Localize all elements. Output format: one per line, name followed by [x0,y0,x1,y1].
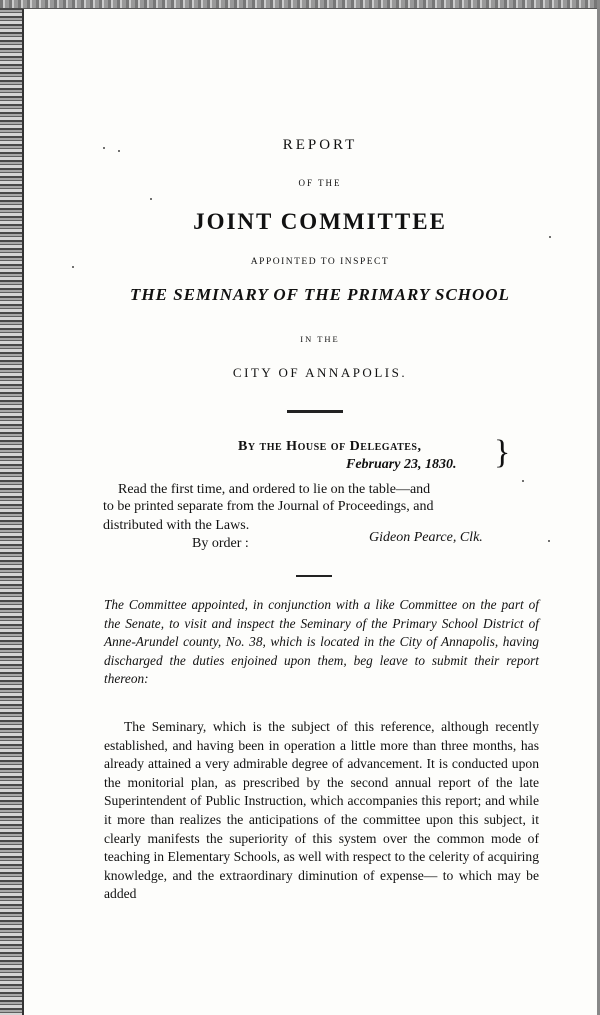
joint-committee-heading: JOINT COMMITTEE [193,209,447,234]
order-text-line-1: Read the first time, and ordered to lie on the table—and [118,482,431,497]
scan-speck [150,198,152,200]
scan-speck [549,236,551,238]
by-order-label: By order : [192,536,249,551]
order-text-line-2: to be printed separate from the Journal of Proceedings, and [103,499,434,514]
ornamental-rule [287,410,343,413]
scan-top-edge [0,0,600,8]
scan-speck [72,266,74,268]
seminary-title: THE SEMINARY OF THE PRIMARY SCHOOL [130,285,510,304]
city-line: CITY OF ANNAPOLIS. [232,365,408,380]
scan-binding-edge [0,0,22,1015]
in-the-line: IN THE [300,334,340,344]
scan-top-line [22,8,600,9]
order-text-line-3: distributed with the Laws. [103,518,250,533]
scan-speck [522,480,524,482]
appointed-line: APPOINTED TO INSPECT [250,257,390,267]
house-of-delegates-line: By the House of Delegates, [238,439,422,454]
of-the-line: OF THE [298,178,342,188]
scan-speck [118,150,120,152]
section-rule [296,575,332,577]
brace-mark: } [494,434,511,471]
scan-speck [103,147,105,149]
clerk-signature: Gideon Pearce, Clk. [369,530,483,545]
report-heading: REPORT [282,137,358,153]
scan-speck [548,540,550,542]
report-body-paragraph: The Seminary, which is the subject of this reference, although recently established, and having been in operation a little more than three months, has already attained a very admirable degree of advancement. It is conducted upon the monitorial plan, as prescribed by the second annual report of the late Superintendent of Public Instruction, which accompanies this report; and while it more than realizes the anticipations of the committee upon this subject, it clearly manifests the superiority of this system over the common mode of teaching in Elementary Schools, as well with respect to the celerity of acquiring knowledge, and the extraordinary diminution of expense— to which may be added [104,719,539,902]
date-line: February 23, 1830. [346,457,457,472]
scan-binding-line [22,0,24,1015]
committee-intro-paragraph: The Committee appointed, in conjunction with a like Committee on the part of the Senate, to visit and inspect the Seminary of the Primary School District of Anne-Arundel county, No. 38, which is located in the City of Annapolis, having discharged the duties enjoined upon them, beg leave to submit their report thereon: [104,597,539,687]
